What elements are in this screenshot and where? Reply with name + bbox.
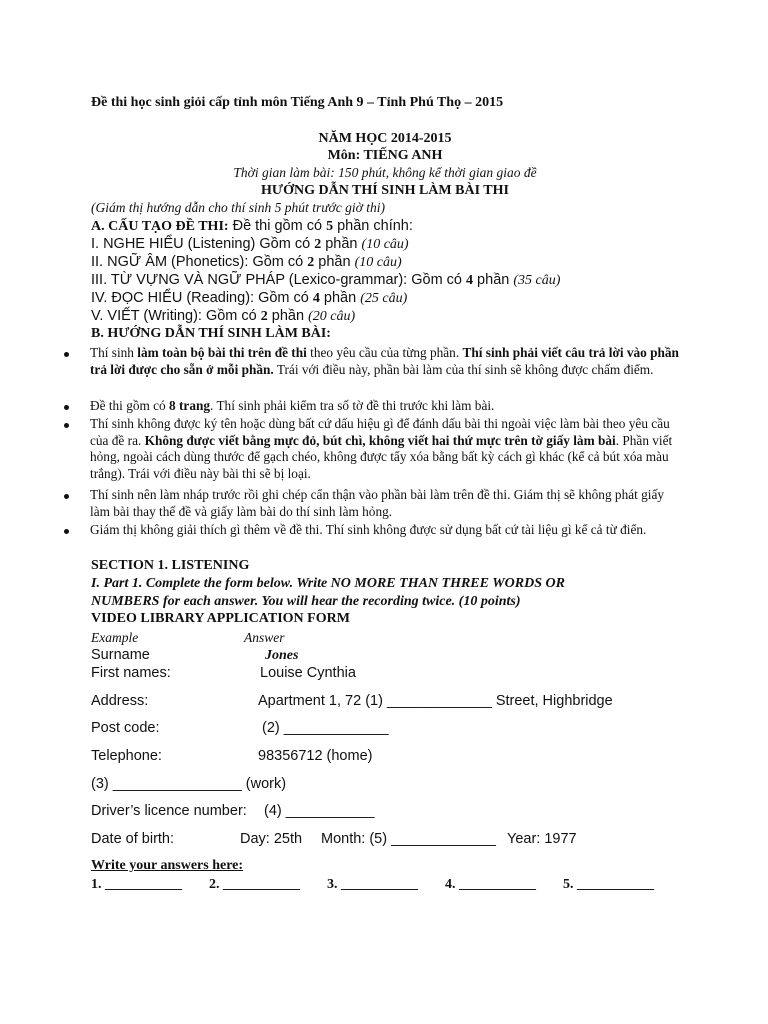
part1-instruction-line1: I. Part 1. Complete the form below. Write NO MORE THAN THREE WORDS OR: [91, 576, 565, 591]
section-listening-heading: SECTION 1. LISTENING: [91, 558, 250, 573]
post-code-label: Post code:: [91, 720, 160, 736]
dob-month-blank-5[interactable]: Month: (5) _____________: [321, 831, 496, 847]
part-listening: I. NGHE HIỂU (Listening) Gồm có 2 phần (10 câu): [91, 236, 409, 252]
answer-field-5[interactable]: 5. ___________: [563, 877, 654, 892]
bullet-icon: [64, 423, 69, 428]
document-title: Đề thi học sinh giỏi cấp tỉnh môn Tiếng Anh 9 – Tỉnh Phú Thọ – 2015: [91, 95, 504, 110]
dob-day: Day: 25th: [240, 831, 303, 847]
address-blank-1[interactable]: Apartment 1, 72 (1) _____________ Street, Highbridge: [258, 693, 613, 709]
guide-title: HƯỚNG DẪN THÍ SINH LÀM BÀI THI: [261, 183, 509, 198]
answer-field-4[interactable]: 4. ___________: [445, 877, 536, 892]
instruction-3: Thí sinh không được ký tên hoặc dùng bất cứ dấu hiệu gì để đánh dấu bài thi ngoài việc làm bài theo yêu cầu của đề ra. Không được viết bằng mực đỏ, bút chì, không viết hai thứ mực trên tờ giấy làm bài. Phần viết hỏng, ngoài cách dùng thước để gạch chéo, không được tẩy xóa bằng bất kỳ cách gì khác (kể cả bút xóa màu trắng). Trái với điều này bài thi sẽ bị loại.: [90, 416, 673, 481]
first-names-label: First names:: [91, 665, 171, 681]
section-a-heading: A. CẤU TẠO ĐỀ THI: Đề thi gồm có 5 phần chính:: [91, 218, 413, 234]
answer-field-3[interactable]: 3. ___________: [327, 877, 418, 892]
school-year: NĂM HỌC 2014-2015: [318, 131, 452, 146]
dob-label: Date of birth:: [91, 831, 175, 847]
telephone-label: Telephone:: [91, 748, 162, 764]
work-phone-blank-3[interactable]: (3) ________________ (work): [91, 776, 287, 792]
part-writing: V. VIẾT (Writing): Gồm có 2 phần (20 câu): [91, 308, 356, 324]
bullet-icon: [64, 405, 69, 410]
example-label: Example: [91, 630, 139, 645]
instruction-2: Đề thi gồm có 8 trang. Thí sinh phải kiểm tra số tờ đề thi trước khi làm bài.: [90, 398, 495, 413]
part-lexico-grammar: III. TỪ VỰNG VÀ NGỮ PHÁP (Lexico-grammar): Gồm có 4 phần (35 câu): [91, 272, 561, 288]
part-phonetics: II. NGỮ ÂM (Phonetics): Gồm có 2 phần (10 câu): [91, 254, 402, 270]
surname-label: Surname: [91, 647, 150, 663]
form-title: VIDEO LIBRARY APPLICATION FORM: [91, 611, 350, 626]
bullet-icon: [64, 494, 69, 499]
part1-instruction-line2: NUMBERS for each answer. You will hear the recording twice. (10 points): [91, 594, 521, 609]
bullet-icon: [64, 352, 69, 357]
post-code-blank-2[interactable]: (2) _____________: [262, 720, 389, 736]
answer-field-2[interactable]: 2. ___________: [209, 877, 300, 892]
licence-label: Driver’s licence number:: [91, 803, 247, 819]
first-names-value: Louise Cynthia: [260, 665, 356, 681]
part-reading: IV. ĐỌC HIỂU (Reading): Gồm có 4 phần (25 câu): [91, 290, 408, 306]
answer-label: Answer: [244, 630, 285, 645]
address-label: Address:: [91, 693, 149, 709]
answers-heading: Write your answers here:: [91, 858, 244, 873]
telephone-value: 98356712 (home): [258, 748, 373, 764]
guide-note: (Giám thị hướng dẫn cho thí sinh 5 phút trước giờ thi): [91, 200, 385, 215]
time-allowed: Thời gian làm bài: 150 phút, không kể thời gian giao đề: [233, 165, 537, 180]
instruction-1: Thí sinh làm toàn bộ bài thi trên đề thi theo yêu cầu của từng phần. Thí sinh phải viết câu trả lời vào phần trả lời được cho sẵn ở mỗi phần. Trái với điều này, phần bài làm của thí sinh sẽ không được chấm điểm.: [90, 345, 679, 377]
section-b-heading: B. HƯỚNG DẪN THÍ SINH LÀM BÀI:: [91, 326, 331, 341]
answer-field-1[interactable]: 1. ___________: [91, 877, 182, 892]
instruction-5: Giám thị không giải thích gì thêm về đề thi. Thí sinh không được sử dụng bất cứ tài liệu gì kể cả từ điển.: [90, 522, 647, 537]
instruction-4: Thí sinh nên làm nháp trước rồi ghi chép cẩn thận vào phần bài làm trên đề thi. Giám thị sẽ không phát giấy làm bài thay thế đề và giấy làm bài do thí sinh làm hỏng.: [90, 487, 665, 519]
dob-year: Year: 1977: [507, 831, 577, 847]
surname-value: Jones: [265, 648, 299, 663]
bullet-icon: [64, 529, 69, 534]
subject-line: Môn: TIẾNG ANH: [327, 148, 443, 163]
licence-blank-4[interactable]: (4) ___________: [264, 803, 375, 819]
